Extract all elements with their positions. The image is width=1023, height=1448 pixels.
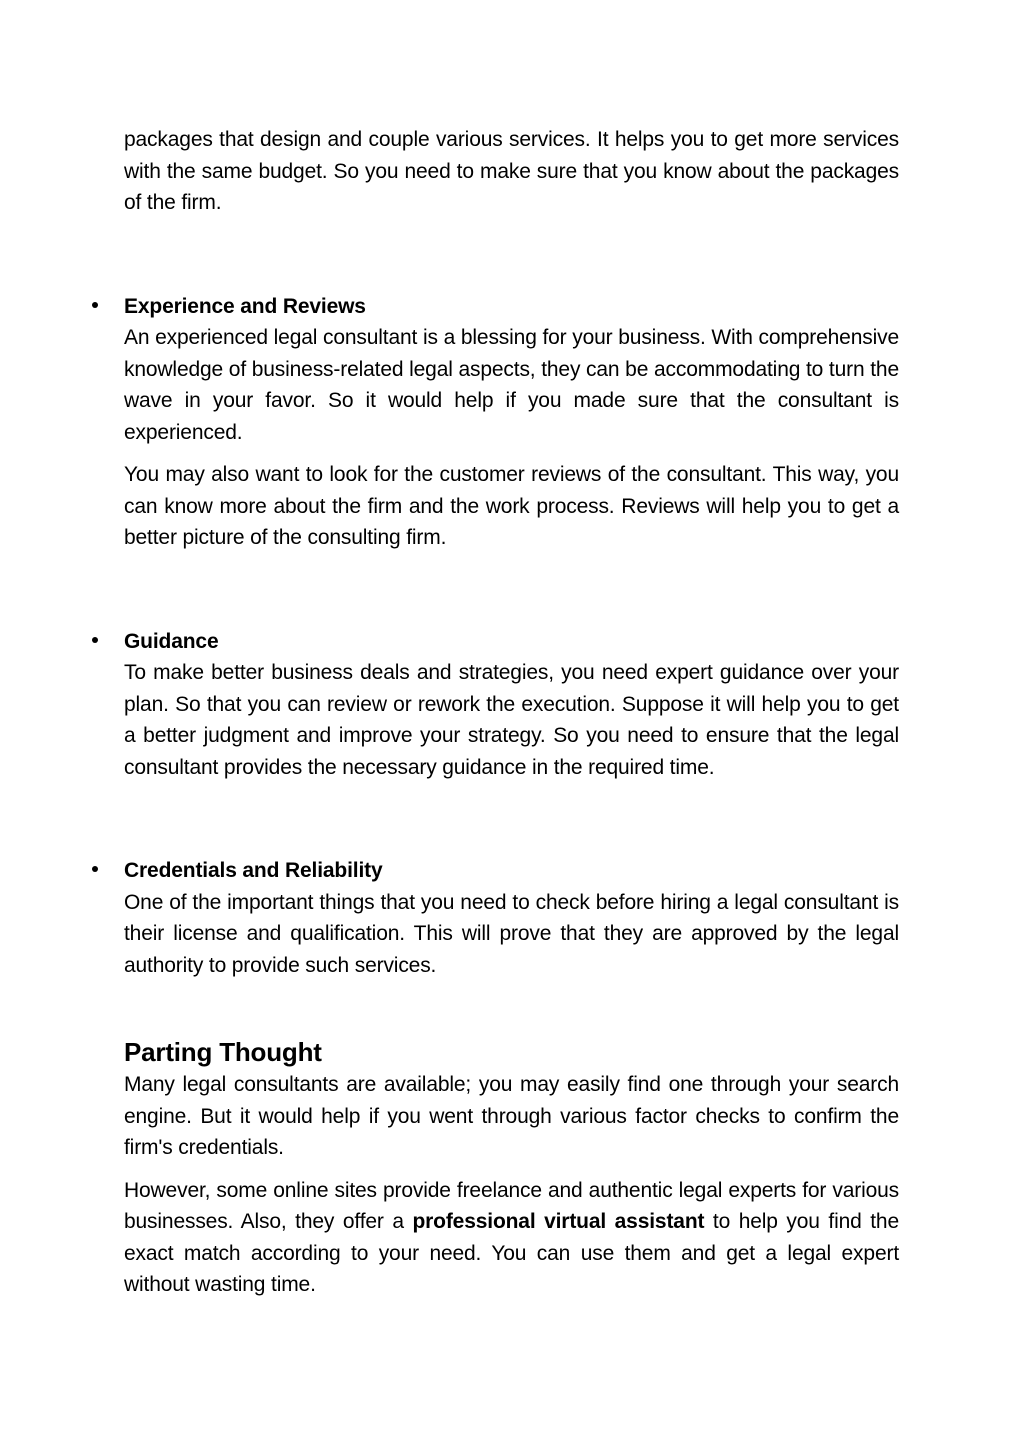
item-title: Guidance	[124, 629, 219, 653]
item-title: Experience and Reviews	[124, 294, 366, 318]
section-heading: Parting Thought	[124, 1037, 322, 1067]
closing-paragraph: Many legal consultants are available; you may easily find one through your search engine. But it would help if you went through various factor checks to confirm the firm's credentials.	[124, 1073, 899, 1159]
item-paragraph: An experienced legal consultant is a blessing for your business. With comprehensive knowledge of business-related legal aspects, they can be accommodating to turn the wave in your favor. So it would help if you made sure that the consultant is experienced.	[124, 326, 899, 444]
bullet-icon	[92, 866, 98, 872]
item-paragraph: You may also want to look for the customer reviews of the consultant. This way, you can know more about the firm and the work process. Reviews will help you to get a better picture of the consulting firm.	[124, 463, 899, 549]
closing-section	[124, 1035, 899, 1301]
list-item-credentials	[124, 855, 899, 981]
item-paragraph: To make better business deals and strategies, you need expert guidance over your plan. So that you can review or rework the execution. Suppose it will help you to get a better judgment and improve your strategy. So you need to ensure that the legal consultant provides the necessary guidance in the required time.	[124, 661, 899, 779]
list-item-guidance	[124, 626, 899, 784]
closing-text-after: to help you find the exact match according to your need. You can use them and get a legal expert without wasting time.	[124, 1210, 899, 1296]
closing-paragraph	[124, 1175, 899, 1301]
item-title: Credentials and Reliability	[124, 859, 383, 882]
intro-paragraph: packages that design and couple various services. It helps you to get more services with the same budget. So you need to make sure that you know about the packages of the firm.	[124, 128, 899, 214]
bullet-icon	[92, 302, 98, 308]
bullet-icon	[92, 637, 98, 643]
virtual-assistant-link-text: professional virtual assistant	[412, 1210, 705, 1233]
document-page	[124, 124, 899, 1301]
list-item-experience	[124, 291, 899, 554]
closing-text-before: However, some online sites provide freelance and authentic legal experts for various businesses. Also, they offer a	[124, 1178, 899, 1233]
item-paragraph: One of the important things that you need to check before hiring a legal consultant is their license and qualification. This will prove that they are approved by the legal authority to provide such services.	[124, 890, 899, 977]
